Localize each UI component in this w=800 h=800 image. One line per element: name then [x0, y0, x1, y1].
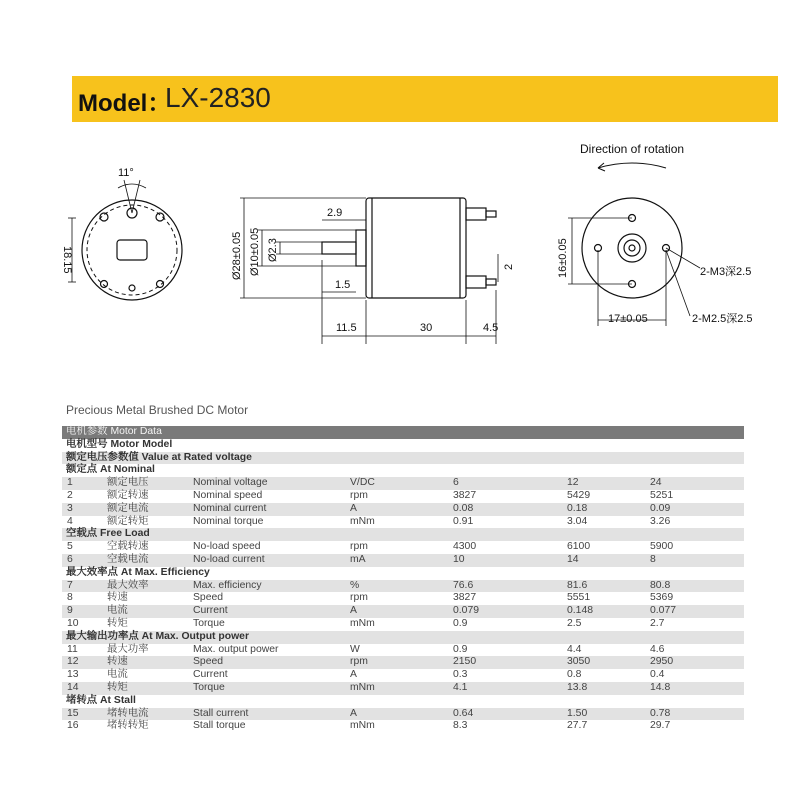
table-cell: A — [350, 707, 357, 719]
section-row — [62, 452, 744, 465]
table-cell: 10 — [67, 617, 79, 629]
table-cell: 3 — [67, 502, 73, 514]
table-cell: 6 — [453, 477, 459, 489]
table-cell: mNm — [350, 617, 375, 629]
table-cell: 6 — [67, 553, 73, 565]
shaft-diameter-label: Ø2.3 — [267, 238, 279, 262]
table-cell: 转速 — [107, 656, 128, 668]
section-row — [62, 631, 744, 644]
table-cell: 14 — [67, 681, 79, 693]
section-row — [62, 439, 744, 452]
table-cell: Speed — [193, 656, 224, 668]
angle-label: 11° — [118, 167, 134, 179]
table-cell: 0.079 — [453, 605, 480, 617]
table-cell: 3050 — [567, 656, 591, 668]
table-cell: 最大效率 — [107, 579, 149, 591]
table-cell: 27.7 — [567, 720, 588, 732]
table-cell: 3827 — [453, 592, 477, 604]
table-cell: Current — [193, 669, 228, 681]
table-cell: 5251 — [650, 489, 674, 501]
table-cell: A — [350, 502, 357, 514]
table-subtitle: Precious Metal Brushed DC Motor — [66, 403, 249, 417]
section-row — [62, 528, 744, 541]
section-label: 堵转点 At Stall — [66, 694, 136, 706]
horizontal-dim-label: 17±0.05 — [608, 313, 648, 325]
section-label: 额定电压参数值 Value at Rated voltage — [66, 451, 252, 463]
table-cell: W — [350, 643, 360, 655]
table-cell: 13.8 — [567, 681, 588, 693]
table-cell: 3.04 — [567, 515, 588, 527]
table-cell: 2.7 — [650, 617, 665, 629]
terminal-length-label: 4.5 — [483, 322, 499, 334]
table-cell: 电流 — [107, 669, 128, 681]
table-cell: 24 — [650, 477, 662, 489]
table-cell: Max. efficiency — [193, 579, 262, 591]
table-cell: 1.50 — [567, 707, 588, 719]
table-cell: rpm — [350, 489, 368, 501]
table-cell: 2950 — [650, 656, 674, 668]
table-cell: Speed — [193, 592, 224, 604]
table-cell: 13 — [67, 669, 79, 681]
section-label: 空载点 Free Load — [66, 528, 150, 540]
table-cell: mNm — [350, 515, 375, 527]
table-row — [62, 656, 744, 669]
table-cell: 0.077 — [650, 605, 677, 617]
table-cell: 1 — [67, 477, 73, 489]
table-cell: Stall torque — [193, 720, 246, 732]
table-row — [62, 541, 744, 554]
model-value: LX-2830 — [165, 82, 271, 113]
table-cell: % — [350, 579, 360, 591]
body-length-label: 30 — [420, 322, 433, 334]
table-row — [62, 720, 744, 733]
table-cell: 空载转速 — [107, 541, 149, 553]
table-cell: 额定转速 — [107, 489, 149, 501]
table-cell: 8 — [650, 553, 656, 565]
table-cell: mA — [350, 553, 366, 565]
table-cell: 0.18 — [567, 502, 588, 514]
table-cell: 29.7 — [650, 720, 671, 732]
section-row — [62, 567, 744, 580]
table-cell: Current — [193, 605, 228, 617]
table-cell: 5 — [67, 541, 73, 553]
table-cell: 堵转转矩 — [107, 720, 149, 732]
table-cell: 15 — [67, 707, 79, 719]
table-cell: 0.91 — [453, 515, 474, 527]
table-cell: 0.78 — [650, 707, 671, 719]
table-cell: 0.09 — [650, 502, 671, 514]
shaft-length-label: 11.5 — [336, 322, 357, 334]
table-cell: mNm — [350, 720, 375, 732]
table-cell: 81.6 — [567, 579, 588, 591]
table-row — [62, 644, 744, 657]
table-cell: 0.3 — [453, 669, 468, 681]
table-cell: 额定电流 — [107, 502, 149, 514]
hole-label-m25: 2-M2.5深2.5 — [692, 313, 753, 325]
table-cell: 转速 — [107, 592, 128, 604]
table-cell: Max. output power — [193, 643, 279, 655]
table-cell: 3827 — [453, 489, 477, 501]
right-end-view — [568, 163, 700, 326]
table-row — [62, 618, 744, 631]
table-cell: 12 — [567, 477, 579, 489]
table-cell: 额定转矩 — [107, 515, 149, 527]
table-cell: 8 — [67, 592, 73, 604]
section-label: 电机参数 Motor Data — [66, 426, 162, 437]
table-cell: 11 — [67, 643, 78, 655]
table-row — [62, 708, 744, 721]
table-cell: 堵转电流 — [107, 707, 149, 719]
table-cell: 76.6 — [453, 579, 474, 591]
table-cell: 2.5 — [567, 617, 582, 629]
table-cell: 0.9 — [453, 617, 468, 629]
table-cell: 5369 — [650, 592, 674, 604]
section-label: 额定点 At Nominal — [66, 464, 155, 476]
table-row — [62, 605, 744, 618]
table-cell: 14 — [567, 553, 579, 565]
table-cell: 6100 — [567, 541, 591, 553]
table-cell: 2150 — [453, 656, 477, 668]
table-cell: Torque — [193, 617, 225, 629]
table-cell: A — [350, 605, 357, 617]
body-diameter-label: Ø28±0.05 — [231, 231, 243, 280]
section-row — [62, 464, 744, 477]
table-cell: mNm — [350, 681, 375, 693]
table-cell: 4.4 — [567, 643, 582, 655]
table-cell: 0.08 — [453, 502, 474, 514]
table-cell: 0.64 — [453, 707, 474, 719]
section-label: 最大效率点 At Max. Efficiency — [66, 566, 210, 578]
table-cell: 额定电压 — [107, 477, 149, 489]
table-cell: 3.26 — [650, 515, 671, 527]
table-cell: 2 — [67, 489, 73, 501]
table-cell: 4.1 — [453, 681, 468, 693]
table-cell: 9 — [67, 605, 73, 617]
table-row — [62, 682, 744, 695]
table-cell: 4300 — [453, 541, 477, 553]
motor-drawing — [0, 130, 800, 350]
table-cell: Nominal voltage — [193, 477, 268, 489]
table-cell: 空载电流 — [107, 553, 149, 565]
table-row — [62, 503, 744, 516]
left-end-view — [68, 180, 182, 300]
terminal-dim-label: 2 — [503, 263, 515, 270]
table-cell: No-load speed — [193, 541, 261, 553]
table-row — [62, 554, 744, 567]
table-cell: No-load current — [193, 553, 265, 565]
table-cell: 80.8 — [650, 579, 671, 591]
table-cell: rpm — [350, 592, 368, 604]
table-cell: 5551 — [567, 592, 591, 604]
table-row — [62, 516, 744, 529]
table-cell: 5429 — [567, 489, 591, 501]
table-cell: 14.8 — [650, 681, 671, 693]
table-cell: 转矩 — [107, 681, 128, 693]
model-label: Model： — [78, 90, 172, 117]
section-label: 最大输出功率点 At Max. Output power — [66, 630, 249, 642]
table-cell: Torque — [193, 681, 225, 693]
table-cell: 4.6 — [650, 643, 665, 655]
motor-spec-table — [62, 426, 744, 733]
table-cell: 16 — [67, 720, 79, 732]
table-cell: rpm — [350, 541, 368, 553]
section-row — [62, 695, 744, 708]
shaft-step-label: 1.5 — [335, 279, 351, 291]
table-cell: Nominal speed — [193, 489, 263, 501]
table-cell: V/DC — [350, 477, 375, 489]
table-row — [62, 669, 744, 682]
table-cell: 最大功率 — [107, 643, 149, 655]
table-cell: 8.3 — [453, 720, 468, 732]
table-cell: 12 — [67, 656, 79, 668]
table-cell: 电流 — [107, 605, 128, 617]
side-dim-label: 18.15 — [61, 246, 73, 274]
table-cell: A — [350, 669, 357, 681]
table-cell: 4 — [67, 515, 73, 527]
table-cell: 转矩 — [107, 617, 128, 629]
section-row — [62, 426, 744, 439]
table-cell: 10 — [453, 553, 465, 565]
table-cell: Stall current — [193, 707, 249, 719]
boss-length-label: 2.9 — [327, 207, 343, 219]
table-row — [62, 490, 744, 503]
section-label: 电机型号 Motor Model — [66, 438, 173, 450]
rotation-label: Direction of rotation — [580, 142, 685, 156]
table-row — [62, 592, 744, 605]
table-cell: 0.9 — [453, 643, 468, 655]
table-cell: Nominal current — [193, 502, 267, 514]
table-cell: 5900 — [650, 541, 674, 553]
table-cell: 0.8 — [567, 669, 582, 681]
table-cell: 0.148 — [567, 605, 594, 617]
table-cell: Nominal torque — [193, 515, 264, 527]
boss-diameter-label: Ø10±0.05 — [249, 227, 261, 276]
table-row — [62, 580, 744, 593]
table-cell: 0.4 — [650, 669, 665, 681]
vertical-dim-label: 16±0.05 — [557, 238, 569, 278]
table-row — [62, 477, 744, 490]
table-cell: 7 — [67, 579, 73, 591]
side-view — [240, 198, 498, 344]
table-cell: rpm — [350, 656, 368, 668]
hole-label-m3: 2-M3深2.5 — [700, 266, 752, 278]
